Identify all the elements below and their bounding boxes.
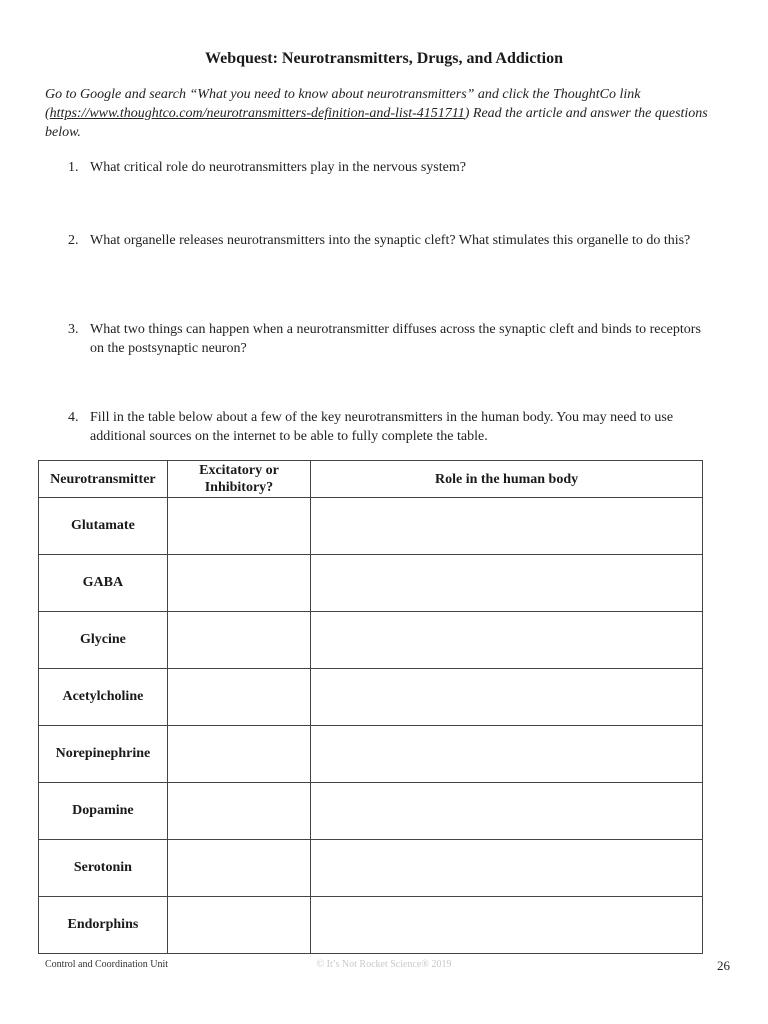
question-number: 1. [68,160,79,175]
question-3 [68,320,718,358]
table-row [39,783,703,840]
question-text: Fill in the table below about a few of the key neurotransmitters in the human body. You may need to use additional sources on the internet to be able to fully complete the table. [90,410,674,444]
neurotransmitter-name: Glycine [39,612,168,669]
header-excitatory-inhibitory: Excitatory or Inhibitory? [167,461,310,498]
excitatory-inhibitory-cell[interactable] [167,669,310,726]
neurotransmitter-table [38,460,703,954]
table-row [39,612,703,669]
role-cell[interactable] [311,669,703,726]
question-2 [68,231,718,250]
neurotransmitter-name: Endorphins [39,897,168,954]
excitatory-inhibitory-cell[interactable] [167,612,310,669]
role-cell[interactable] [311,840,703,897]
neurotransmitter-name: Serotonin [39,840,168,897]
question-text: What organelle releases neurotransmitters into the synaptic cleft? What stimulates this organelle to do this? [90,233,691,248]
excitatory-inhibitory-cell[interactable] [167,498,310,555]
instructions-suffix: ) Read the article and answer the questions below. [45,106,708,140]
neurotransmitter-name: GABA [39,555,168,612]
footer-unit-name: Control and Coordination Unit [45,959,169,970]
role-cell[interactable] [311,726,703,783]
question-number: 3. [68,322,79,337]
excitatory-inhibitory-cell[interactable] [167,897,310,954]
question-1 [68,158,718,177]
question-number: 2. [68,233,79,248]
role-cell[interactable] [311,783,703,840]
table-row [39,555,703,612]
thoughtco-link[interactable]: https://www.thoughtco.com/neurotransmitters-definition-and-list-4151711 [49,106,465,121]
neurotransmitter-name: Acetylcholine [39,669,168,726]
footer-copyright: © It’s Not Rocket Science® 2019 [316,959,452,970]
page-title: Webquest: Neurotransmitters, Drugs, and Addiction [205,50,563,67]
table-row [39,726,703,783]
neurotransmitter-name: Dopamine [39,783,168,840]
role-cell[interactable] [311,555,703,612]
role-cell[interactable] [311,612,703,669]
page-number: 26 [717,958,730,973]
neurotransmitter-name: Norepinephrine [39,726,168,783]
role-cell[interactable] [311,498,703,555]
question-text: What critical role do neurotransmitters play in the nervous system? [90,160,466,175]
excitatory-inhibitory-cell[interactable] [167,840,310,897]
instructions-paragraph [45,85,715,142]
question-text: What two things can happen when a neurotransmitter diffuses across the synaptic cleft and binds to receptors on the postsynaptic neuron? [90,322,701,356]
question-number: 4. [68,410,79,425]
excitatory-inhibitory-cell[interactable] [167,783,310,840]
table-row [39,498,703,555]
role-cell[interactable] [311,897,703,954]
excitatory-inhibitory-cell[interactable] [167,726,310,783]
excitatory-inhibitory-cell[interactable] [167,555,310,612]
table-header-row [39,461,703,498]
header-role: Role in the human body [311,461,703,498]
instructions-prefix: Go to Google and search “What you need to know about neurotransmitters” and click the ThoughtCo link ( [45,87,641,121]
table-row [39,897,703,954]
table-row [39,840,703,897]
neurotransmitter-name: Glutamate [39,498,168,555]
table-row [39,669,703,726]
question-4 [68,408,718,446]
header-neurotransmitter: Neurotransmitter [39,461,168,498]
